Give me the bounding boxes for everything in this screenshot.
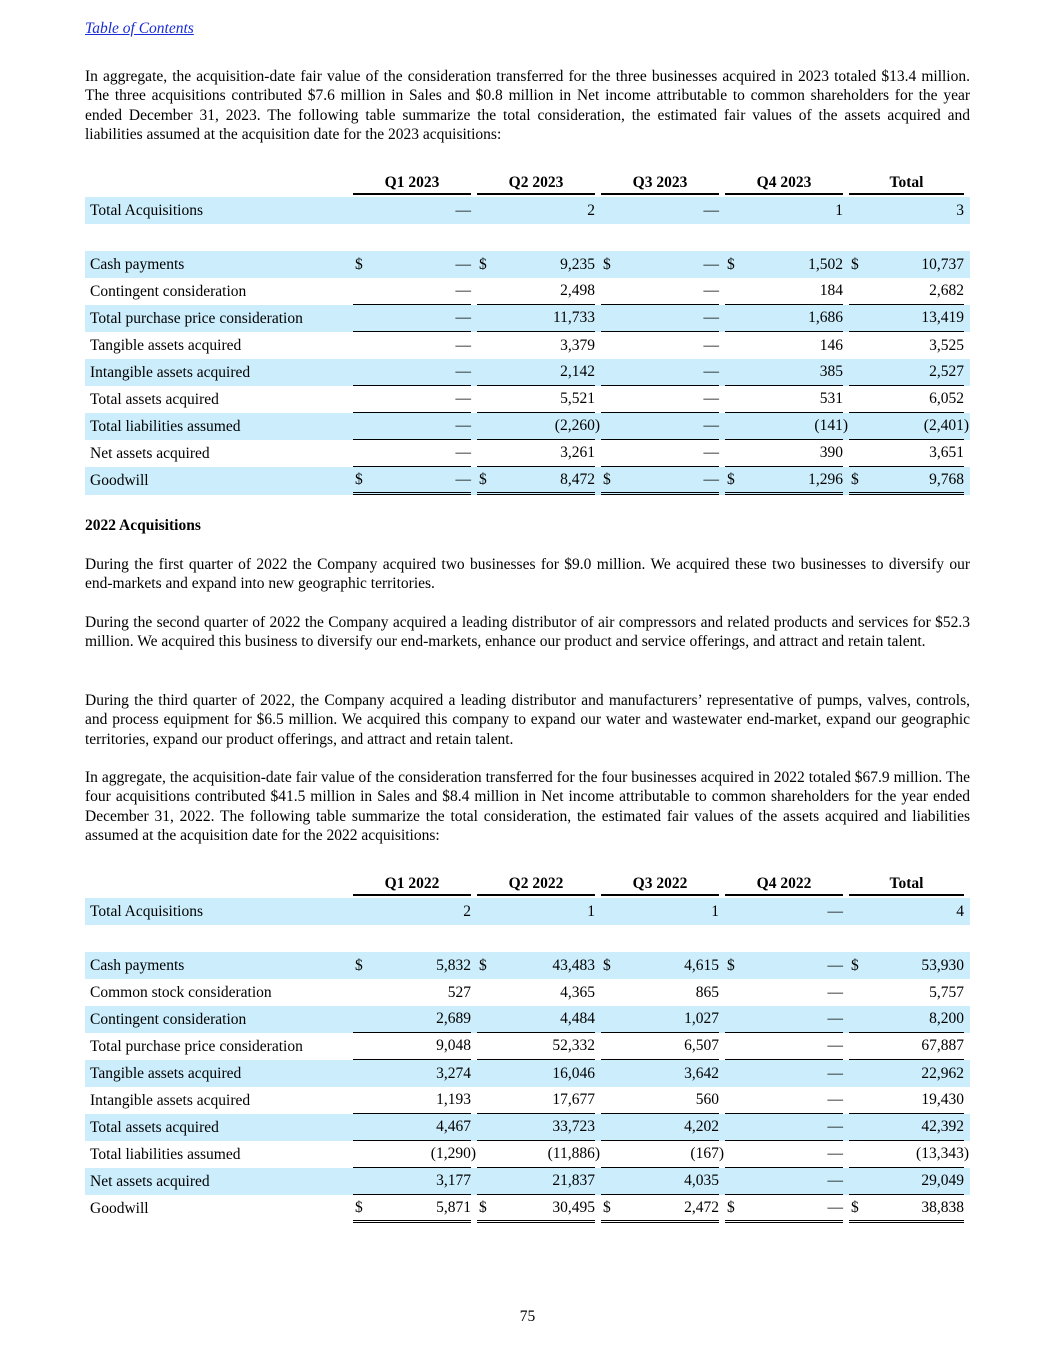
table-cell: — [601, 305, 725, 332]
currency-symbol: $ [603, 956, 611, 974]
table-cell: 2 [587, 201, 595, 219]
table-cell: — [601, 440, 725, 467]
table-cell: $ — [353, 467, 477, 495]
table-cell: (167) [601, 1141, 725, 1168]
table-row [85, 979, 970, 1006]
table-row [85, 332, 970, 359]
table-cell: — [725, 1114, 849, 1141]
table-row [85, 1033, 970, 1060]
currency-symbol: $ [727, 470, 735, 488]
table-cell: 3,177 [353, 1168, 477, 1195]
table-cell: 865 [695, 983, 719, 1001]
table-cell: 390 [725, 440, 849, 467]
table-cell: (1,290) [353, 1141, 477, 1168]
currency-symbol: $ [355, 1198, 363, 1216]
paragraph-2022-q3: During the third quarter of 2022, the Company acquired a leading distributor and manufacturers’ representative of pumps, valves, controls, and process equipment for $6.5 million. We acquired this company to expand our water and wastewater end-market, expand our geographic territories, expand our product offerings, and attract and retain talent. [85, 692, 970, 748]
table-cell: 2,682 [849, 278, 970, 305]
table-cell: 6,507 [601, 1033, 725, 1060]
row-label: Goodwill [90, 472, 149, 489]
page-number: 75 [519, 1308, 536, 1325]
table-cell: (2,401) [849, 413, 970, 440]
table-cell: (2,260) [477, 413, 601, 440]
table-cell: $ 5,832 [355, 956, 471, 974]
column-header: Q4 2022 [725, 869, 849, 898]
table-cell: 1,027 [601, 1006, 725, 1033]
table-cell: 2 [463, 902, 471, 920]
column-header: Total [849, 168, 970, 197]
table-cell: 1,193 [353, 1087, 477, 1114]
currency-symbol: $ [851, 956, 859, 974]
currency-symbol: $ [479, 255, 487, 273]
row-label: Intangible assets acquired [90, 1091, 251, 1109]
table-cell: — [725, 1141, 849, 1168]
table-cell: (13,343) [849, 1141, 970, 1168]
table-cell: — [725, 1006, 849, 1033]
spacer-row [85, 224, 970, 251]
table-cell: 16,046 [552, 1064, 595, 1082]
table-cell: — [455, 201, 471, 219]
table-row [85, 1195, 970, 1223]
table-cell: 3,642 [684, 1064, 719, 1082]
table-cell: — [601, 413, 725, 440]
column-header: Q2 2023 [477, 168, 601, 197]
currency-symbol: $ [851, 255, 859, 273]
table-cell: $ 8,472 [477, 467, 601, 495]
column-header: Total [849, 869, 970, 898]
table-cell: 4,365 [560, 983, 595, 1001]
row-label: Common stock consideration [90, 983, 272, 1001]
table-cell: — [725, 1168, 849, 1195]
row-label: Intangible assets acquired [90, 363, 251, 381]
table-cell: $ 9,768 [849, 467, 970, 495]
table-cell: 560 [601, 1087, 725, 1114]
table-cell: $ — [727, 956, 843, 974]
table-cell: — [353, 386, 477, 413]
table-cell: (141) [725, 413, 849, 440]
table-cell: $ 10,737 [851, 255, 964, 273]
table-cell: 2,689 [353, 1006, 477, 1033]
currency-symbol: $ [355, 956, 363, 974]
table-cell: — [827, 1064, 843, 1082]
currency-symbol: $ [727, 956, 735, 974]
total-acquisitions-row [85, 197, 970, 224]
table-row [85, 305, 970, 332]
table-cell: 19,430 [849, 1087, 970, 1114]
row-label: Total Acquisitions [90, 902, 204, 920]
table-cell: $ 1,502 [727, 255, 843, 273]
table-row [85, 1141, 970, 1168]
table-cell: — [353, 278, 477, 305]
table-cell: $ 5,871 [353, 1195, 477, 1223]
currency-symbol: $ [355, 255, 363, 273]
table-cell: 67,887 [849, 1033, 970, 1060]
acquisitions-2023-table [85, 168, 970, 495]
currency-symbol: $ [851, 470, 859, 488]
table-cell: — [353, 359, 477, 386]
table-cell: 22,962 [921, 1064, 964, 1082]
table-cell: $ 9,235 [479, 255, 595, 273]
table-cell: 531 [725, 386, 849, 413]
table-cell: 29,049 [849, 1168, 970, 1195]
label-column-header [85, 869, 353, 898]
table-cell: — [725, 1033, 849, 1060]
table-row [85, 1168, 970, 1195]
table-cell: 3,379 [560, 336, 595, 354]
currency-symbol: $ [727, 1198, 735, 1216]
table-cell: 17,677 [477, 1087, 601, 1114]
table-cell: — [601, 278, 725, 305]
table-cell: 5,521 [477, 386, 601, 413]
table-row [85, 952, 970, 979]
paragraph-2022-q1: During the first quarter of 2022 the Company acquired two businesses for $9.0 million. We acquired these two businesses to diversify our end-markets and expand into new geographic territories. [85, 556, 970, 593]
column-header: Q1 2023 [353, 168, 477, 197]
table-cell: 13,419 [849, 305, 970, 332]
table-cell: 146 [819, 336, 843, 354]
table-cell: — [455, 336, 471, 354]
row-label: Net assets acquired [90, 444, 210, 462]
paragraph-2022-q2: During the second quarter of 2022 the Company acquired a leading distributor of air compressors and related products and services for $52.3 million. We acquired this business to diversify our end-markets, enhance our product and service offerings, and attract and retain talent. [85, 614, 970, 651]
table-cell: $ 53,930 [851, 956, 964, 974]
table-row [85, 1114, 970, 1141]
table-cell: 184 [725, 278, 849, 305]
row-label: Total purchase price consideration [90, 309, 303, 327]
row-label: Tangible assets acquired [90, 1064, 242, 1082]
table-cell: $ 4,615 [603, 956, 719, 974]
table-cell: 3,525 [929, 336, 964, 354]
table-cell: 4,035 [601, 1168, 725, 1195]
table-cell: — [725, 1087, 849, 1114]
table-cell: 4,202 [601, 1114, 725, 1141]
column-header: Q1 2022 [353, 869, 477, 898]
row-label: Total assets acquired [90, 1118, 219, 1136]
column-header: Q3 2022 [601, 869, 725, 898]
table-cell: 1 [835, 201, 843, 219]
currency-symbol: $ [603, 470, 611, 488]
table-cell: — [601, 386, 725, 413]
table-cell: 3,651 [849, 440, 970, 467]
table-of-contents-link[interactable]: Table of Contents [85, 20, 194, 37]
table-cell: 52,332 [477, 1033, 601, 1060]
table-cell: 2,527 [849, 359, 970, 386]
total-acquisitions-row [85, 898, 970, 925]
table-cell: 5,757 [929, 983, 964, 1001]
table-cell: $ 30,495 [477, 1195, 601, 1223]
table-cell: $ 2,472 [601, 1195, 725, 1223]
currency-symbol: $ [479, 1198, 487, 1216]
table-cell: $ — [355, 255, 471, 273]
table-cell: 2,142 [477, 359, 601, 386]
table-row [85, 440, 970, 467]
row-label: Total liabilities assumed [90, 417, 241, 435]
row-label: Cash payments [90, 956, 185, 974]
row-label: Cash payments [90, 255, 185, 273]
row-label: Contingent consideration [90, 282, 247, 300]
currency-symbol: $ [603, 1198, 611, 1216]
table-cell: — [703, 336, 719, 354]
row-label: Total liabilities assumed [90, 1145, 241, 1163]
table-cell: 21,837 [477, 1168, 601, 1195]
acquisitions-2022-table [85, 869, 970, 1223]
table-cell: 4,467 [353, 1114, 477, 1141]
table-cell: — [601, 359, 725, 386]
column-header: Q4 2023 [725, 168, 849, 197]
section-heading-2022: 2022 Acquisitions [85, 517, 201, 534]
table-row [85, 251, 970, 278]
currency-symbol: $ [603, 255, 611, 273]
table-cell: 4 [956, 902, 964, 920]
column-header: Q3 2023 [601, 168, 725, 197]
table-cell: — [353, 440, 477, 467]
table-row [85, 1006, 970, 1033]
row-label: Tangible assets acquired [90, 336, 242, 354]
table-cell: — [827, 902, 843, 920]
currency-symbol: $ [479, 470, 487, 488]
table-cell: 1,686 [725, 305, 849, 332]
table-cell: 2,498 [477, 278, 601, 305]
table-cell: 1 [711, 902, 719, 920]
table-row [85, 413, 970, 440]
table-cell: 3 [956, 201, 964, 219]
table-cell: 385 [725, 359, 849, 386]
table-cell: 11,733 [477, 305, 601, 332]
spacer-row [85, 925, 970, 952]
row-label: Total Acquisitions [90, 201, 204, 219]
table-cell: $ — [603, 255, 719, 273]
row-label: Total assets acquired [90, 390, 219, 408]
table-cell: — [353, 305, 477, 332]
currency-symbol: $ [355, 470, 363, 488]
table-cell: (11,886) [477, 1141, 601, 1168]
row-label: Contingent consideration [90, 1010, 247, 1028]
table-row [85, 386, 970, 413]
row-label: Net assets acquired [90, 1172, 210, 1190]
table-cell: 3,274 [436, 1064, 471, 1082]
row-label: Goodwill [90, 1200, 149, 1217]
table-cell: 4,484 [477, 1006, 601, 1033]
table-row [85, 359, 970, 386]
table-row [85, 467, 970, 495]
table-cell: — [353, 413, 477, 440]
table-cell: — [703, 201, 719, 219]
table-cell: 527 [447, 983, 471, 1001]
table-row [85, 1087, 970, 1114]
table-row [85, 278, 970, 305]
table-cell: $ 38,838 [849, 1195, 970, 1223]
table-cell: 33,723 [477, 1114, 601, 1141]
currency-symbol: $ [851, 1198, 859, 1216]
table-cell: 3,261 [477, 440, 601, 467]
table-cell: 8,200 [849, 1006, 970, 1033]
table-row [85, 1060, 970, 1087]
table-cell: 6,052 [849, 386, 970, 413]
table-cell: 42,392 [849, 1114, 970, 1141]
label-column-header [85, 168, 353, 197]
table-cell: $ 43,483 [479, 956, 595, 974]
table-cell: 9,048 [353, 1033, 477, 1060]
table-cell: 1 [587, 902, 595, 920]
currency-symbol: $ [727, 255, 735, 273]
currency-symbol: $ [479, 956, 487, 974]
table-cell: — [827, 983, 843, 1001]
paragraph-2023-aggregate: In aggregate, the acquisition-date fair value of the consideration transferred for the three businesses acquired in 2023 totaled $13.4 million. The three acquisitions contributed $7.6 million in Sales and $0.8 million in Net income attributable to common shareholders for the year ended December 31, 2023. The following table summarize the total consideration, the estimated fair values of the assets acquired and liabilities assumed at the acquisition date for the 2023 acquisitions: [85, 68, 970, 144]
table-cell: $ 1,296 [725, 467, 849, 495]
row-label: Total purchase price consideration [90, 1037, 303, 1055]
paragraph-2022-aggregate: In aggregate, the acquisition-date fair value of the consideration transferred for the four businesses acquired in 2022 totaled $67.9 million. The four acquisitions contributed $41.5 million in Sales and $8.4 million in Net income attributable to common shareholders for the year ended December 31, 2022. The following table summarize the total consideration, the estimated fair values of the assets acquired and liabilities assumed at the acquisition date for the 2022 acquisitions: [85, 769, 970, 845]
column-header: Q2 2022 [477, 869, 601, 898]
table-cell: $ — [725, 1195, 849, 1223]
table-cell: $ — [601, 467, 725, 495]
